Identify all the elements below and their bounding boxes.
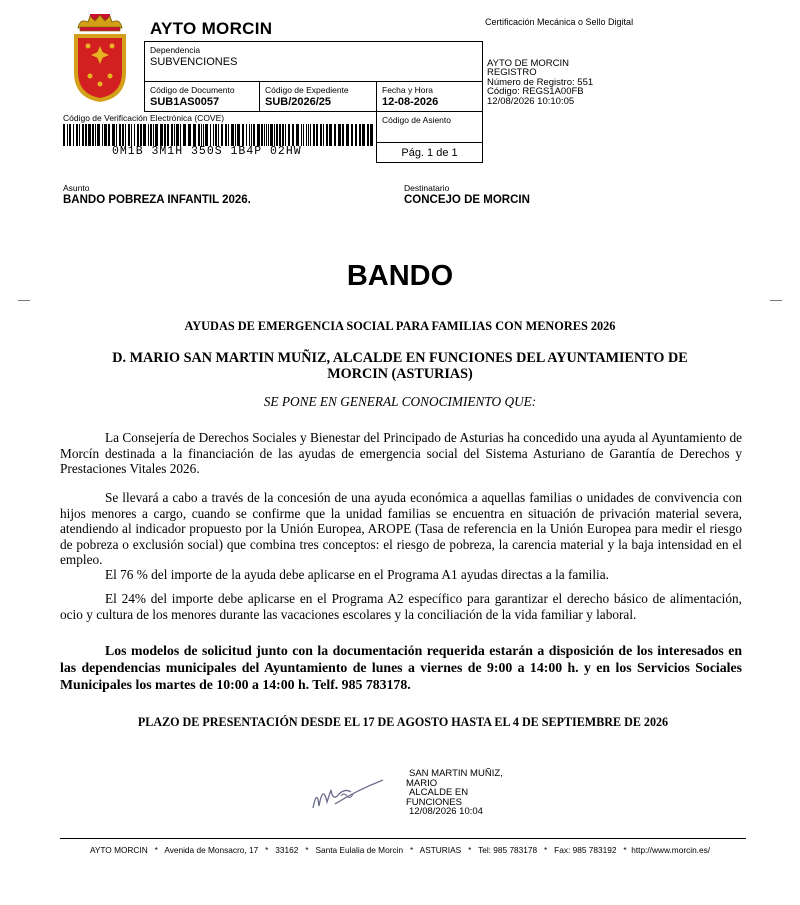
paragraph-highlight: Los modelos de solicitud junto con la documentación requerida estarán a disposición de los interesados en las dependencias municipales del Ayuntamiento de lunes a viernes de 9:00 a 14:00 h. y en los Servicios Sociales Municipales los martes de 10:00 a 14:00 h. Telf. 985 783178.: [60, 643, 742, 692]
signature-line: ALCALDE EN: [409, 787, 469, 798]
cove-code: 0M1B 3M1H 350S 1B4P 02HW: [112, 145, 302, 158]
barcode: [63, 124, 373, 146]
plazo-notice: PLAZO DE PRESENTACIÓN DESDE EL 17 DE AGOSTO HASTA EL 4 DE SEPTIEMBRE DE 2026: [137, 715, 669, 729]
registro-line: REGISTRO: [487, 67, 537, 79]
signature-block: [406, 769, 503, 817]
organization-name: AYTO MORCIN: [150, 19, 273, 38]
dependencia-label: Dependencia: [150, 45, 201, 55]
announcement: SE PONE EN GENERAL CONOCIMIENTO QUE:: [263, 394, 537, 409]
registro-line: AYTO DE MORCIN: [487, 58, 569, 69]
codigo-expediente-box: [259, 81, 377, 112]
document-subtitle: AYUDAS DE EMERGENCIA SOCIAL PARA FAMILIAS CON MENORES 2026: [184, 319, 616, 333]
destinatario-label: Destinatario: [404, 183, 450, 193]
registro-line: Código: REGS1A00FB: [487, 86, 584, 98]
codigo-documento-box: [144, 81, 260, 112]
registro-line: Número de Registro: 551: [487, 76, 594, 88]
asunto-label: Asunto: [63, 183, 90, 193]
codigo-asiento-label: Código de Asiento: [382, 115, 451, 125]
registro-line: 12/08/2026 10:10:05: [487, 95, 575, 107]
page-number: Pág. 1 de 1: [376, 142, 483, 163]
mayor-heading: [60, 350, 740, 382]
document-title: BANDO: [346, 260, 454, 292]
signature-line: 12/08/2026 10:04: [409, 806, 483, 817]
destinatario-value: CONCEJO DE MORCIN: [404, 194, 530, 206]
mayor-line: MORCIN (ASTURIAS): [327, 366, 473, 382]
footer-text: AYTO MORCIN * Avenida de Monsacro, 17 * 33162 * Santa Eulalia de Morcin * ASTURIAS * Tel: 985 783178 * Fax: 985 783192 * http://www.morcin.es/: [89, 845, 711, 855]
fold-mark: [770, 300, 782, 301]
dependencia-box: [144, 41, 483, 82]
signature-line: SAN MARTIN MUÑIZ,: [409, 768, 503, 779]
signature-line: FUNCIONES: [406, 796, 462, 808]
footer-divider: [60, 838, 746, 839]
codigo-expediente-value: SUB/2026/25: [265, 96, 332, 108]
cove-label: Código de Verificación Electrónica (COVE): [63, 113, 225, 123]
codigo-expediente-label: Código de Expediente: [265, 85, 349, 95]
paragraph: Se llevará a cabo a través de la concesión de una ayuda económica a aquellas familias o unidades de convivencia con hijos menores a cargo, cuando se confirme que la unidad familias se encuentra en situación de privación material severa, atendiendo al indicador propuesto por la Unión Europea, AROPE (Tasa de referencia en la Unión Europea para medir el riesgo de pobreza o exclusión social) que combina tres conceptos: el riesgo de pobreza, la carencia material y la baja intensidad en el empleo.: [60, 490, 742, 567]
mayor-line: D. MARIO SAN MARTIN MUÑIZ, ALCALDE EN FUNCIONES DEL AYUNTAMIENTO DE: [112, 350, 688, 366]
asunto-value: BANDO POBREZA INFANTIL 2026.: [63, 194, 251, 206]
fecha-hora-box: [376, 81, 483, 112]
coat-of-arms-logo: [70, 14, 130, 104]
paragraph: La Consejería de Derechos Sociales y Bienestar del Principado de Asturias ha concedido una ayuda al Ayuntamiento de Morcín destinada a la financiación de las ayudas de emergencia social del Sistema Asturiano de Garantía de Derechos y Prestaciones Vitales 2026.: [60, 430, 742, 476]
paragraph: El 24% del importe debe aplicarse en el Programa A2 específico para garantizar el derecho básico de alimentación, ocio y cultura de los menores durante las vacaciones escolares y la conciliación de la vida familiar y laboral.: [60, 591, 742, 622]
dependencia-value: SUBVENCIONES: [150, 56, 238, 68]
registro-stamp: [487, 59, 593, 106]
fold-mark: [18, 300, 30, 301]
signature-line: MARIO: [406, 777, 438, 789]
codigo-documento-label: Código de Documento: [150, 85, 235, 95]
codigo-documento-value: SUB1AS0057: [150, 96, 220, 108]
fecha-hora-label: Fecha y Hora: [382, 85, 434, 95]
certification-note: Certificación Mecánica o Sello Digital: [485, 17, 634, 27]
handwritten-signature: [305, 768, 390, 816]
fecha-hora-value: 12-08-2026: [382, 96, 439, 108]
paragraph: El 76 % del importe de la ayuda debe aplicarse en el Programa A1 ayudas directas a la familia.: [105, 567, 609, 582]
